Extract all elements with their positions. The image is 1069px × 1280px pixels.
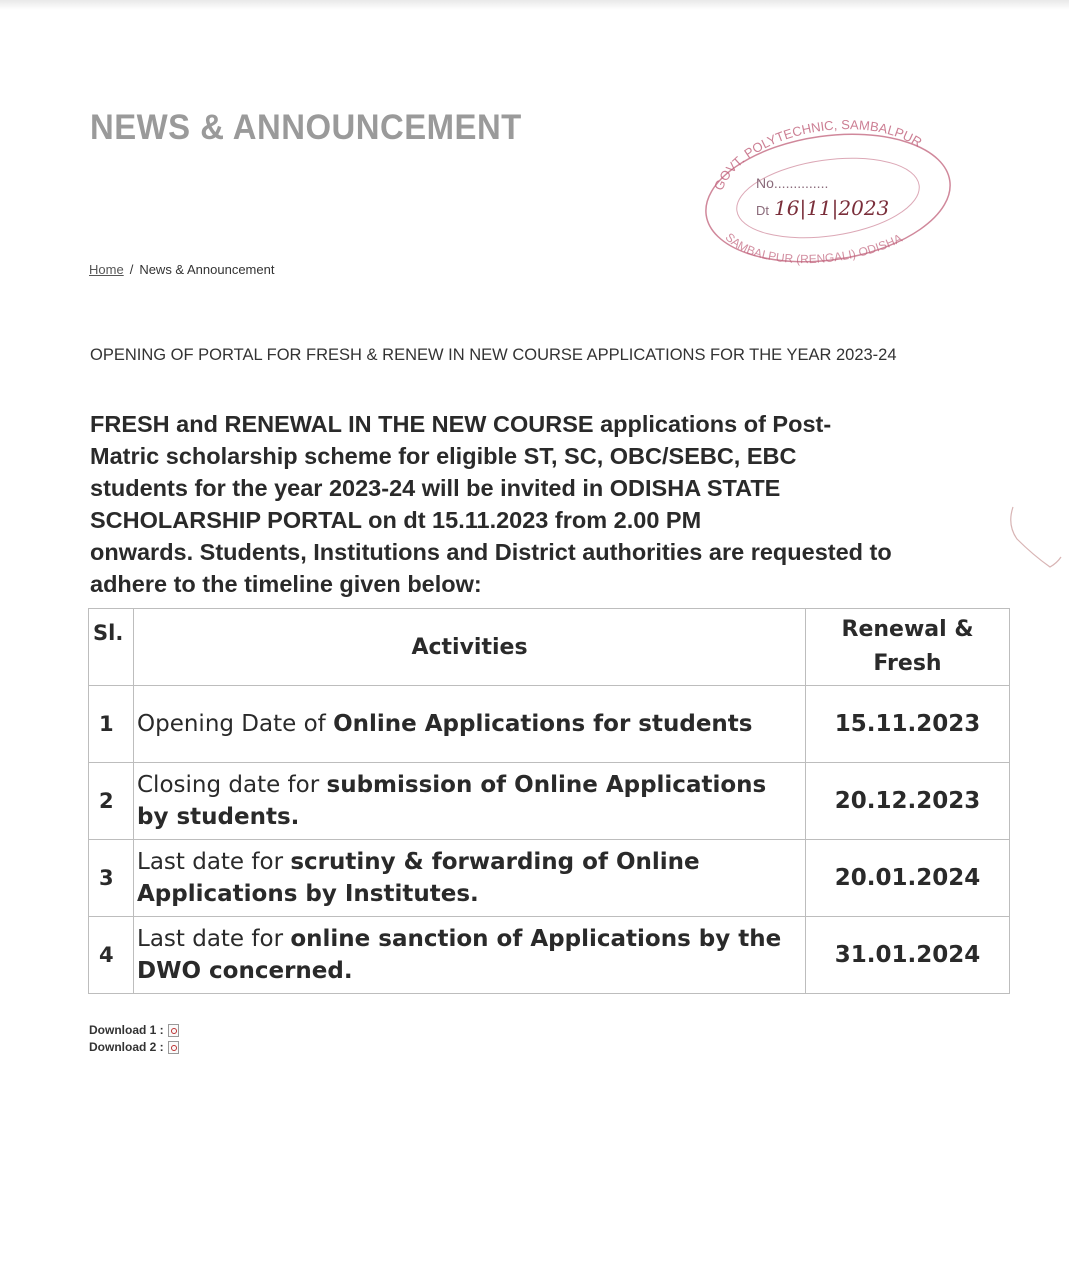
row-number: 2: [89, 763, 134, 840]
stamp-handwritten-date: 16|11|2023: [774, 196, 890, 220]
table-row: [89, 917, 1010, 994]
pdf-icon[interactable]: [168, 1024, 179, 1037]
stamp-date-label: Dt: [756, 203, 769, 218]
activity-prefix: Last date for: [137, 849, 291, 875]
download-row: [89, 1022, 179, 1039]
stamp-number: No..............: [756, 175, 829, 191]
activity-bold: submission of Online Applications by students.: [137, 772, 767, 830]
page-title: NEWS & ANNOUNCEMENT: [90, 108, 522, 147]
table-row: [89, 763, 1010, 840]
activity-prefix: Closing date for: [137, 772, 327, 798]
page-edge: [0, 0, 1069, 10]
breadcrumb-separator: /: [129, 262, 134, 277]
download-label: Download 2 :: [89, 1040, 164, 1054]
stamp-bottom-text: SAMBALPUR (RENGALI) ODISHA: [722, 230, 905, 267]
stamp-top-text: GOVT. POLYTECHNIC, SAMBALPUR: [710, 118, 925, 193]
row-activity: [134, 686, 806, 763]
row-date: 20.01.2024: [806, 840, 1010, 917]
row-date: 20.12.2023: [806, 763, 1010, 840]
row-date: 31.01.2024: [806, 917, 1010, 994]
header-activities: Activities: [134, 609, 806, 686]
activity-prefix: Opening Date of: [137, 711, 334, 737]
download-label: Download 1 :: [89, 1023, 164, 1037]
row-activity: [134, 917, 806, 994]
notice-title: OPENING OF PORTAL FOR FRESH & RENEW IN NEW COURSE APPLICATIONS FOR THE YEAR 2023-24: [90, 346, 897, 364]
pdf-icon[interactable]: [168, 1041, 179, 1054]
office-stamp: [700, 118, 952, 268]
row-number: 3: [89, 840, 134, 917]
paragraph-line: Matric scholarship scheme for eligible ST, SC, OBC/SEBC, EBC: [90, 443, 797, 469]
activity-bold: online sanction of Applications by the DWO concerned.: [137, 926, 782, 984]
header-renewal-line1: Renewal &: [841, 617, 974, 642]
row-activity: [134, 763, 806, 840]
header-renewal-line2: Fresh: [873, 651, 942, 676]
download-row: [89, 1039, 179, 1056]
notice-paragraph: [90, 408, 1020, 600]
activity-prefix: Last date for: [137, 926, 291, 952]
row-number: 4: [89, 917, 134, 994]
breadcrumb-home-link[interactable]: Home: [89, 262, 124, 277]
paragraph-line: onwards. Students, Institutions and District authorities are requested to: [90, 539, 892, 565]
paragraph-line: adhere to the timeline given below:: [90, 571, 482, 597]
paragraph-line: FRESH and RENEWAL IN THE NEW COURSE applications of Post-: [90, 411, 832, 437]
timeline-table: [88, 608, 1010, 994]
paragraph-line: students for the year 2023-24 will be invited in ODISHA STATE: [90, 475, 781, 501]
paragraph-line: SCHOLARSHIP PORTAL on dt 15.11.2023 from 2.00 PM: [90, 507, 702, 533]
breadcrumb-current: News & Announcement: [139, 262, 275, 277]
header-sl: Sl.: [89, 609, 134, 686]
table-header-row: [89, 609, 1010, 686]
activity-bold: scrutiny & forwarding of Online Applications by Institutes.: [137, 849, 700, 907]
pen-mark: [1005, 505, 1065, 575]
table-row: [89, 686, 1010, 763]
table-row: [89, 840, 1010, 917]
downloads: [89, 1022, 179, 1056]
row-number: 1: [89, 686, 134, 763]
activity-bold: Online Applications for students: [333, 711, 753, 737]
row-date: 15.11.2023: [806, 686, 1010, 763]
header-renewal-fresh: [806, 609, 1010, 686]
breadcrumb: [89, 262, 274, 277]
row-activity: [134, 840, 806, 917]
